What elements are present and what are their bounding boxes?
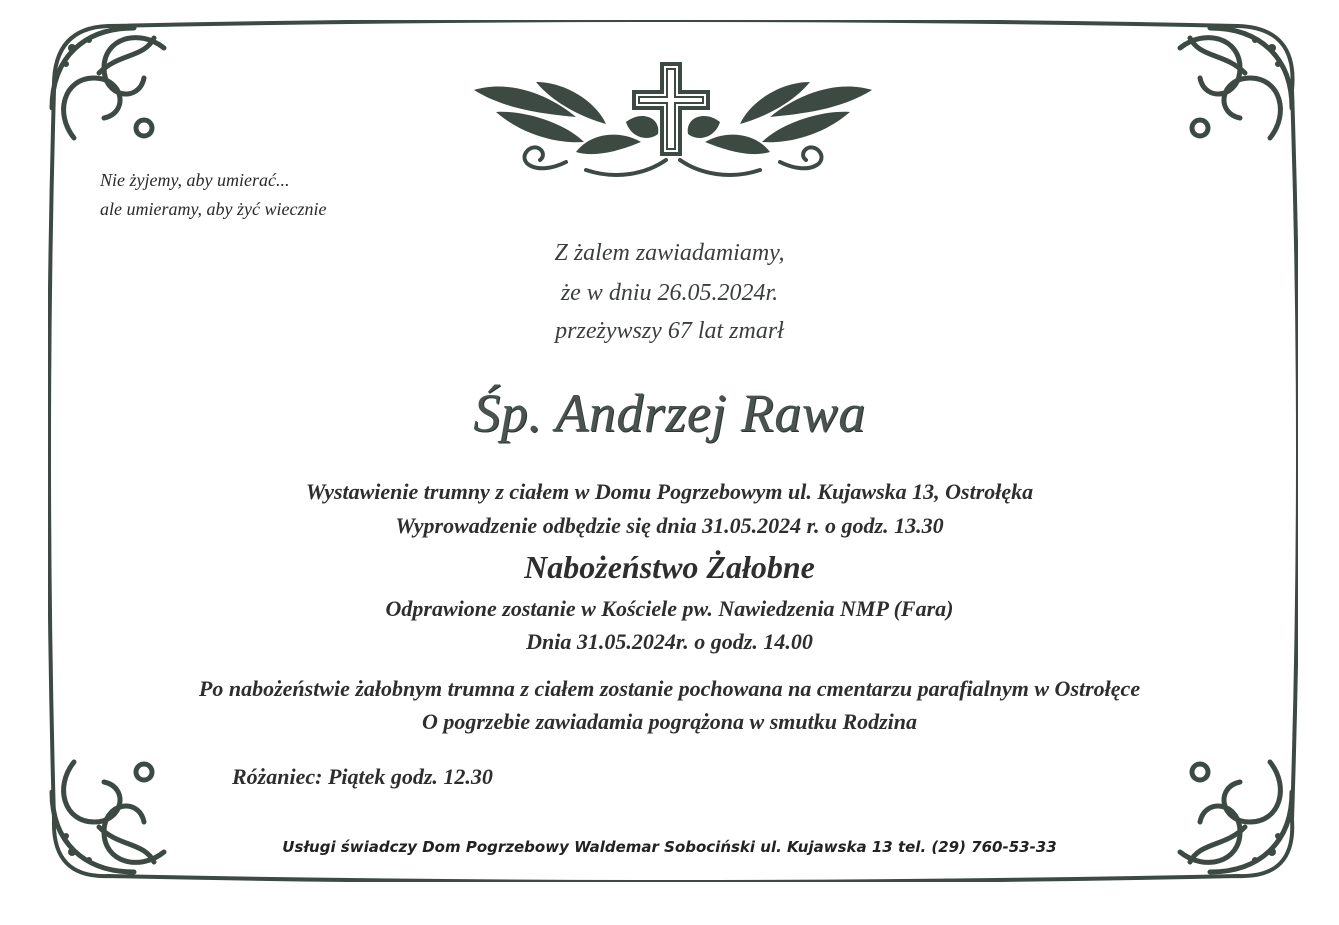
burial-line-1: Po nabożeństwie żałobnym trumna z ciałem zostanie pochowana na cmentarzu parafialnym w Ostrołęce (198, 676, 1141, 701)
cross-icon (634, 64, 708, 154)
deceased-name: Śp. Andrzej Rawa (473, 383, 866, 443)
intro-line-2: że w dniu 26.05.2024r. (560, 280, 779, 306)
funeral-home-footer: Usługi świadczy Dom Pogrzebowy Waldemar Sobociński ul. Kujawska 13 tel. (29) 760-53-33 (282, 838, 1057, 856)
intro-line-3: przeżywszy 67 lat zmarł (555, 318, 784, 344)
corner-flourish-bottom-left (44, 752, 174, 882)
service-title: Nabożeństwo Żałobne (524, 549, 815, 585)
details-line-1: Wystawienie trumny z ciałem w Domu Pogrzebowym ul. Kujawska 13, Ostrołęka (305, 479, 1034, 504)
rosary-info: Różaniec: Piątek godz. 12.30 (232, 764, 493, 789)
motto-line-1: Nie żyjemy, aby umierać... (100, 170, 290, 190)
motto-line-2: ale umieramy, aby żyć wiecznie (100, 199, 327, 219)
corner-flourish-top-right (1170, 18, 1300, 148)
details-line-2: Wyprowadzenie odbędzie się dnia 31.05.2024 r. o godz. 13.30 (395, 513, 944, 538)
service-line-2: Dnia 31.05.2024r. o godz. 14.00 (526, 629, 813, 654)
cross-ornament (466, 62, 880, 184)
intro-line-1: Z żalem zawiadamiamy, (554, 240, 785, 266)
corner-flourish-bottom-right (1170, 752, 1300, 882)
burial-line-2: O pogrzebie zawiadamia pogrążona w smutku Rodzina (421, 709, 918, 734)
corner-flourish-top-left (44, 18, 174, 148)
service-line-1: Odprawione zostanie w Kościele pw. Nawiedzenia NMP (Fara) (385, 596, 954, 621)
